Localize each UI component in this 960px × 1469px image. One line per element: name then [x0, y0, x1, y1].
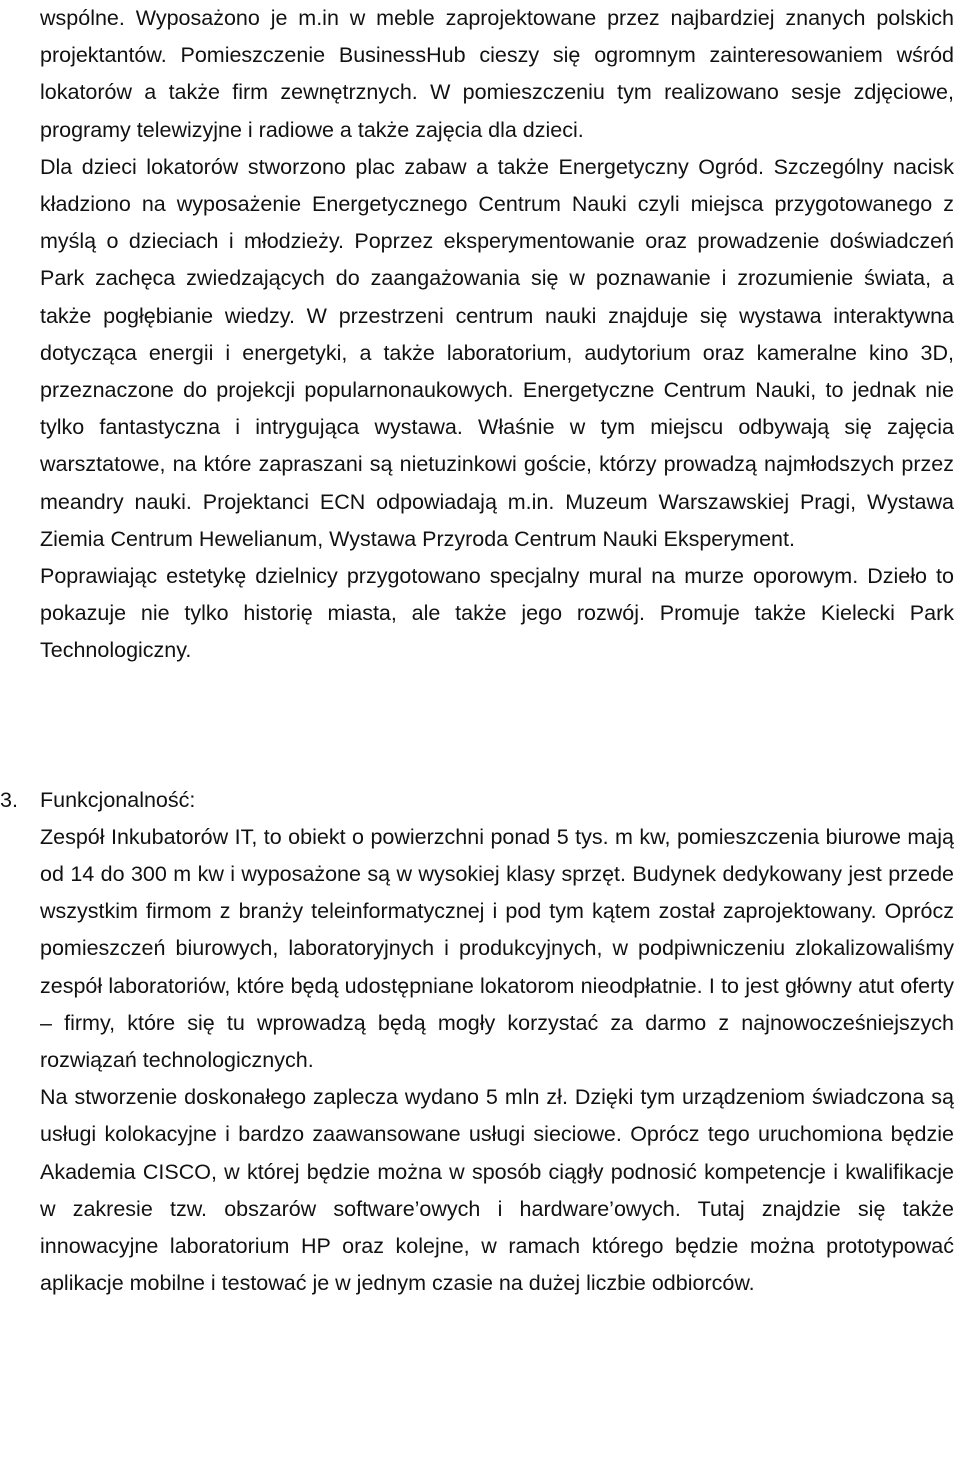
paragraph-mural: Poprawiając estetykę dzielnicy przygotowano specjalny mural na murze oporowym. Dzieło to pokazuje nie tylko historię miasta, ale także jego rozwój. Promuje także Kielecki Park Technologiczny.: [40, 564, 954, 663]
paragraph-energetyczne-centrum-nauki: Dla dzieci lokatorów stworzono plac zabaw a także Energetyczny Ogród. Szczególny nacisk kładziono na wyposażenie Energetycznego Centrum Nauki czyli miejsca przygotowanego z myślą o dzieciach i młodzieży. Poprzez eksperymentowanie oraz prowadzenie doświadczeń Park zachęca zwiedzających do zaangażowania się w poznawanie i zrozumienie świata, a także pogłębianie wiedzy. W przestrzeni centrum nauki znajduje się wystawa interaktywna dotycząca energii i energetyki, a także laboratorium, audytorium oraz kameralne kino 3D, przeznaczone do projekcji popularnonaukowych. Energetyczne Centrum Nauki, to jednak nie tylko fantastyczna i intrygująca wystawa. Właśnie w tym miejscu odbywają się zajęcia warsztatowe, na które zapraszani są nietuzinkowi goście, którzy prowadzą najmłodszych przez meandry nauki. Projektanci ECN odpowiadają m.in. Muzeum Warszawskiej Pragi, Wystawa Ziemia Centrum Hewelianum, Wystawa Przyroda Centrum Nauki Eksperyment.: [40, 154, 954, 551]
section-number: 3.: [0, 787, 18, 812]
section-title: Funkcjonalność:: [40, 787, 196, 812]
section-heading: [0, 782, 954, 819]
paragraph-zaplecze: Na stworzenie doskonałego zaplecza wydano 5 mln zł. Dzięki tym urządzeniom świadczona są usługi kolokacyjne i bardzo zaawansowane usługi sieciowe. Oprócz tego uruchomiona będzie Akademia CISCO, w której będzie można w sposób ciągły podnosić kompetencje i kwalifikacje w zakresie tzw. obszarów software’owych i hardware’owych. Tutaj znajdzie się także innowacyjne laboratorium HP oraz kolejne, w ramach którego będzie można prototypować aplikacje mobilne i testować je w jednym czasie na dużej liczbie odbiorców.: [40, 1085, 954, 1296]
paragraph-businesshub: wspólne. Wyposażono je m.in w meble zaprojektowane przez najbardziej znanych polskich projektantów. Pomieszczenie BusinessHub cieszy się ogromnym zainteresowaniem wśród lokatorów a także firm zewnętrznych. W pomieszczeniu tym realizowano sesje zdjęciowe, programy telewizyjne i radiowe a także zajęcia dla dzieci.: [40, 6, 954, 142]
section-spacer: [40, 670, 954, 782]
paragraph-inkubatory-it: Zespół Inkubatorów IT, to obiekt o powierzchni ponad 5 tys. m kw, pomieszczenia biurowe mają od 14 do 300 m kw i wyposażone są w wysokiej klasy sprzęt. Budynek dedykowany jest przede wszystkim firmom z branży teleinformatycznej i pod tym kątem został zaprojektowany. Oprócz pomieszczeń biurowych, laboratoryjnych i produkcyjnych, w podpiwniczeniu zlokalizowaliśmy zespół laboratoriów, które będą udostępniane lokatorom nieodpłatnie. I to jest główny atut oferty – firmy, które się tu wprowadzą będą mogły korzystać za darmo z najnowocześniejszych rozwiązań technologicznych.: [40, 824, 954, 1073]
